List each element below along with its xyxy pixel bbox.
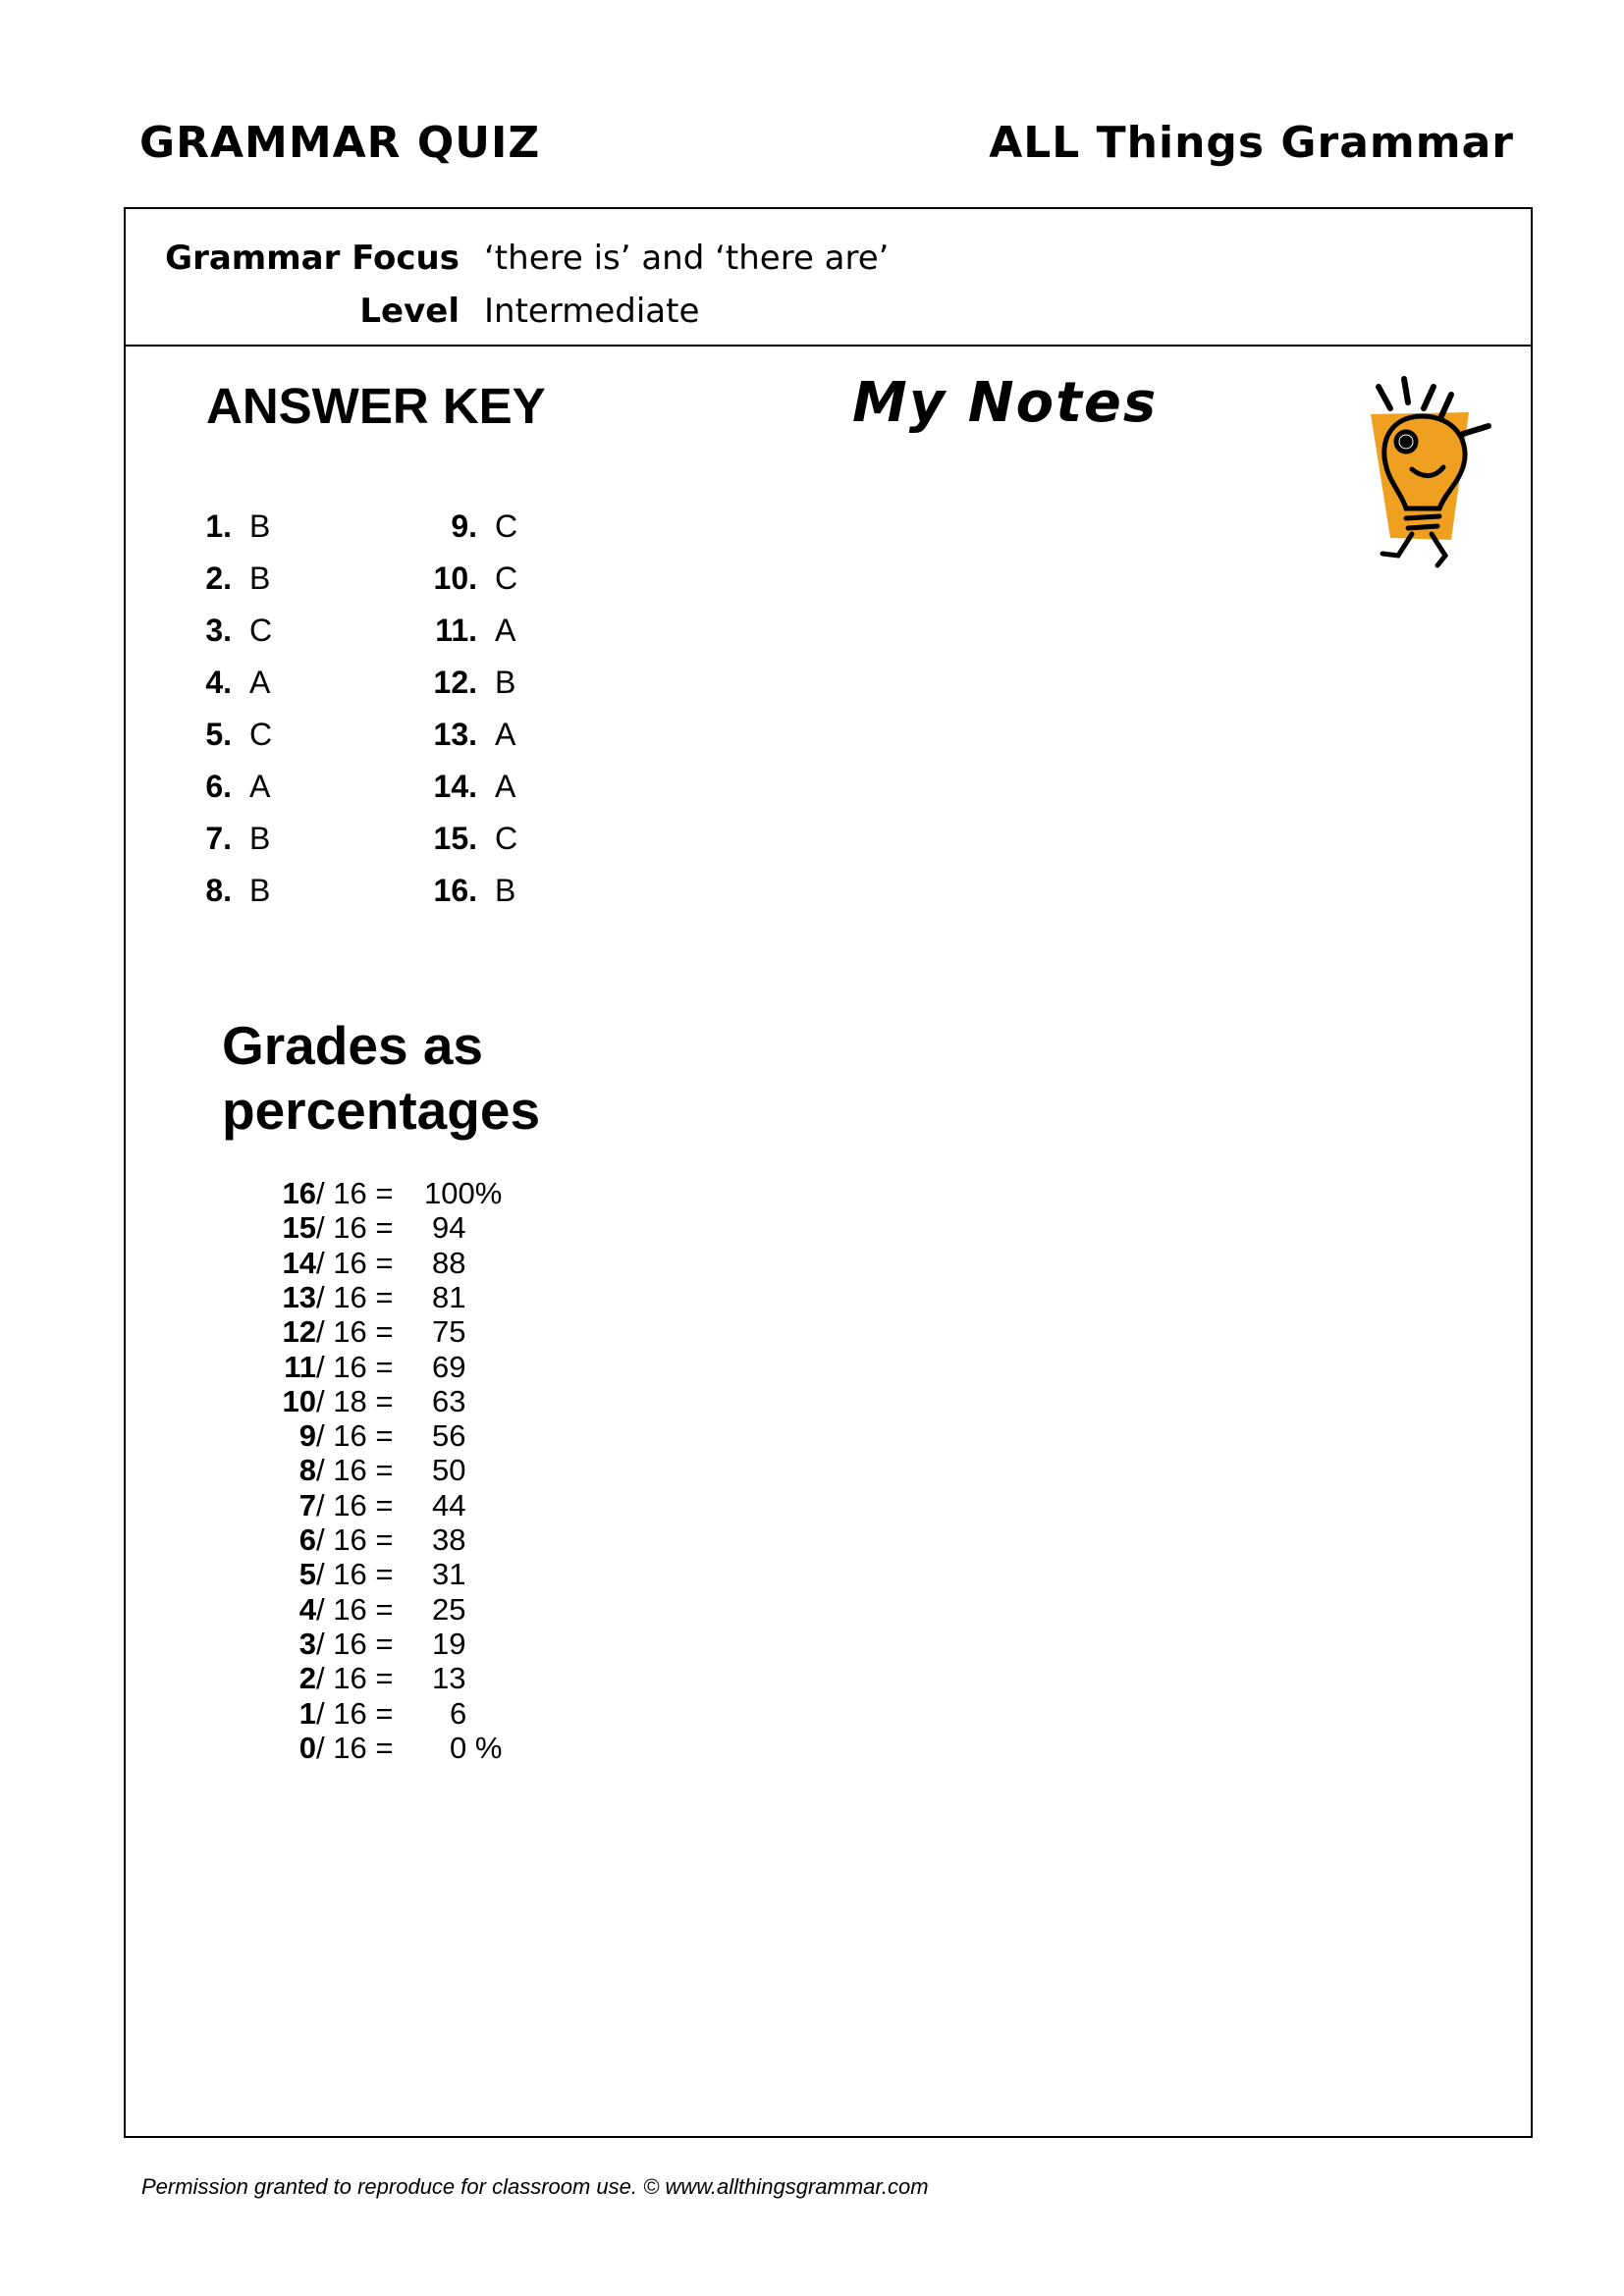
grade-row bbox=[0, 1627, 589, 1661]
grade-fraction: / 16 = bbox=[316, 1591, 394, 1627]
grade-score: 2 bbox=[298, 1661, 316, 1696]
answer-item bbox=[202, 665, 270, 701]
answer-number: 6. bbox=[205, 769, 232, 804]
answer-number: 4. bbox=[205, 665, 232, 700]
grade-score: 3 bbox=[298, 1626, 316, 1661]
footer-permission: Permission granted to reproduce for classroom use. © www.allthingsgrammar.com bbox=[141, 2174, 929, 2199]
answer-item bbox=[430, 821, 517, 857]
grade-score: 16 bbox=[282, 1176, 316, 1210]
grade-fraction: / 16 = bbox=[316, 1314, 394, 1350]
answer-letter: B bbox=[249, 561, 271, 596]
grade-fraction: / 16 = bbox=[316, 1487, 394, 1522]
level-label: Level bbox=[359, 292, 460, 331]
answer-item bbox=[430, 717, 515, 753]
grade-percentage: 19 bbox=[432, 1626, 466, 1661]
grade-score: 11 bbox=[284, 1349, 316, 1384]
grade-fraction: / 16 = bbox=[316, 1279, 394, 1314]
grade-row bbox=[0, 1696, 589, 1731]
answer-number: 11. bbox=[435, 613, 477, 648]
grade-score: 6 bbox=[298, 1522, 316, 1557]
grade-row bbox=[0, 1488, 589, 1522]
grade-fraction: / 16 = bbox=[316, 1418, 394, 1454]
grade-row bbox=[0, 1592, 589, 1627]
grade-fraction: / 16 = bbox=[316, 1453, 394, 1488]
content-frame bbox=[124, 207, 1533, 2138]
grade-percentage: 69 bbox=[432, 1349, 466, 1384]
grade-score: 12 bbox=[282, 1314, 316, 1350]
grammar-focus-label: Grammar Focus bbox=[165, 239, 460, 278]
answer-letter: A bbox=[249, 769, 271, 804]
answer-letter: C bbox=[249, 613, 273, 648]
grade-score: 15 bbox=[282, 1210, 316, 1246]
grade-percentage: 63 bbox=[432, 1383, 466, 1418]
answer-item bbox=[202, 769, 270, 805]
answer-item bbox=[430, 561, 517, 597]
grade-fraction: / 16 = bbox=[316, 1349, 394, 1384]
answer-item bbox=[430, 769, 515, 805]
answer-letter: C bbox=[249, 717, 273, 752]
answer-number: 16. bbox=[433, 873, 477, 908]
grade-percentage: 13 bbox=[432, 1661, 466, 1696]
grade-score: 1 bbox=[298, 1695, 316, 1731]
grade-score: 0 bbox=[298, 1730, 316, 1765]
grade-row bbox=[0, 1314, 589, 1349]
answer-letter: C bbox=[495, 561, 518, 596]
grade-percentage: 44 bbox=[432, 1487, 466, 1522]
answer-item bbox=[430, 873, 515, 909]
answer-letter: B bbox=[495, 873, 516, 908]
answer-item bbox=[430, 508, 517, 545]
grade-percentage: 56 bbox=[432, 1418, 466, 1454]
answer-letter: B bbox=[249, 821, 271, 856]
grade-row bbox=[0, 1384, 589, 1418]
grade-fraction: / 16 = bbox=[316, 1661, 394, 1696]
grade-percentage: 31 bbox=[432, 1557, 466, 1592]
grade-row bbox=[0, 1246, 589, 1280]
grade-fraction: / 16 = bbox=[316, 1730, 394, 1765]
answer-number: 3. bbox=[205, 613, 232, 648]
answer-number: 9. bbox=[451, 508, 477, 544]
brand-title: ALL Things Grammar bbox=[989, 118, 1514, 168]
grammar-focus-value: ‘there is’ and ‘there are’ bbox=[484, 239, 890, 278]
answer-item bbox=[202, 508, 270, 545]
grade-score: 9 bbox=[298, 1418, 316, 1454]
answer-number: 1. bbox=[205, 508, 232, 544]
grade-row bbox=[0, 1350, 589, 1384]
grade-score: 14 bbox=[282, 1245, 316, 1280]
grade-row bbox=[0, 1418, 589, 1453]
answer-letter: A bbox=[495, 613, 516, 648]
grade-row bbox=[0, 1661, 589, 1695]
grades-title: Grades as percentages bbox=[222, 1015, 541, 1141]
grade-row bbox=[0, 1280, 589, 1314]
answer-item bbox=[202, 717, 272, 753]
answer-number: 12. bbox=[433, 665, 477, 700]
grade-score: 5 bbox=[298, 1557, 316, 1592]
grade-fraction: / 16 = bbox=[316, 1695, 394, 1731]
grade-row bbox=[0, 1453, 589, 1487]
info-panel bbox=[126, 209, 1531, 347]
answer-number: 2. bbox=[205, 561, 232, 596]
grade-score: 4 bbox=[298, 1591, 316, 1627]
answer-number: 10. bbox=[433, 561, 477, 596]
grade-percentage: 38 bbox=[432, 1522, 466, 1557]
grade-fraction: / 16 = bbox=[316, 1557, 394, 1592]
grade-fraction: / 16 = bbox=[316, 1522, 394, 1557]
grade-score: 10 bbox=[282, 1383, 316, 1418]
grade-row bbox=[0, 1557, 589, 1591]
answer-number: 5. bbox=[205, 717, 232, 752]
grade-row bbox=[0, 1731, 589, 1765]
grade-percentage: 100% bbox=[424, 1176, 503, 1210]
grade-row bbox=[0, 1210, 589, 1245]
answer-key-title: ANSWER KEY bbox=[206, 378, 546, 434]
answer-letter: B bbox=[249, 873, 271, 908]
answer-item bbox=[202, 821, 270, 857]
answer-item bbox=[202, 613, 272, 649]
answer-item bbox=[430, 613, 515, 649]
grade-score: 8 bbox=[298, 1453, 316, 1488]
grade-row bbox=[0, 1522, 589, 1557]
grade-percentage: 50 bbox=[432, 1453, 466, 1488]
answer-letter: C bbox=[495, 508, 518, 544]
grade-fraction: / 16 = bbox=[316, 1176, 394, 1210]
answer-number: 7. bbox=[205, 821, 232, 856]
grade-percentage: 0 % bbox=[450, 1730, 503, 1765]
grade-fraction: / 16 = bbox=[316, 1626, 394, 1661]
quiz-title: GRAMMAR QUIZ bbox=[139, 118, 541, 168]
level-value: Intermediate bbox=[484, 292, 700, 331]
answer-letter: B bbox=[249, 508, 271, 544]
answer-letter: A bbox=[495, 717, 516, 752]
answer-item bbox=[202, 561, 270, 597]
grade-fraction: / 18 = bbox=[316, 1383, 394, 1418]
grade-row bbox=[0, 1176, 589, 1210]
grade-fraction: / 16 = bbox=[316, 1210, 394, 1246]
answer-item bbox=[430, 665, 515, 701]
grade-percentage: 75 bbox=[432, 1314, 466, 1350]
my-notes-title: My Notes bbox=[852, 371, 1159, 435]
grade-percentage: 6 bbox=[450, 1695, 467, 1731]
grade-percentage: 88 bbox=[432, 1245, 466, 1280]
answer-letter: A bbox=[249, 665, 271, 700]
answer-number: 15. bbox=[433, 821, 477, 856]
answer-number: 13. bbox=[433, 717, 477, 752]
grade-percentage: 25 bbox=[432, 1591, 466, 1627]
answer-number: 8. bbox=[205, 873, 232, 908]
grade-score: 13 bbox=[282, 1279, 316, 1314]
grade-score: 7 bbox=[298, 1487, 316, 1522]
answer-number: 14. bbox=[433, 769, 477, 804]
grade-percentage: 81 bbox=[432, 1279, 466, 1314]
answer-letter: B bbox=[495, 665, 516, 700]
grade-fraction: / 16 = bbox=[316, 1245, 394, 1280]
answer-item bbox=[202, 873, 270, 909]
answer-letter: C bbox=[495, 821, 518, 856]
grade-percentage: 94 bbox=[432, 1210, 466, 1246]
lightbulb-character-icon bbox=[1353, 373, 1500, 569]
answer-letter: A bbox=[495, 769, 516, 804]
